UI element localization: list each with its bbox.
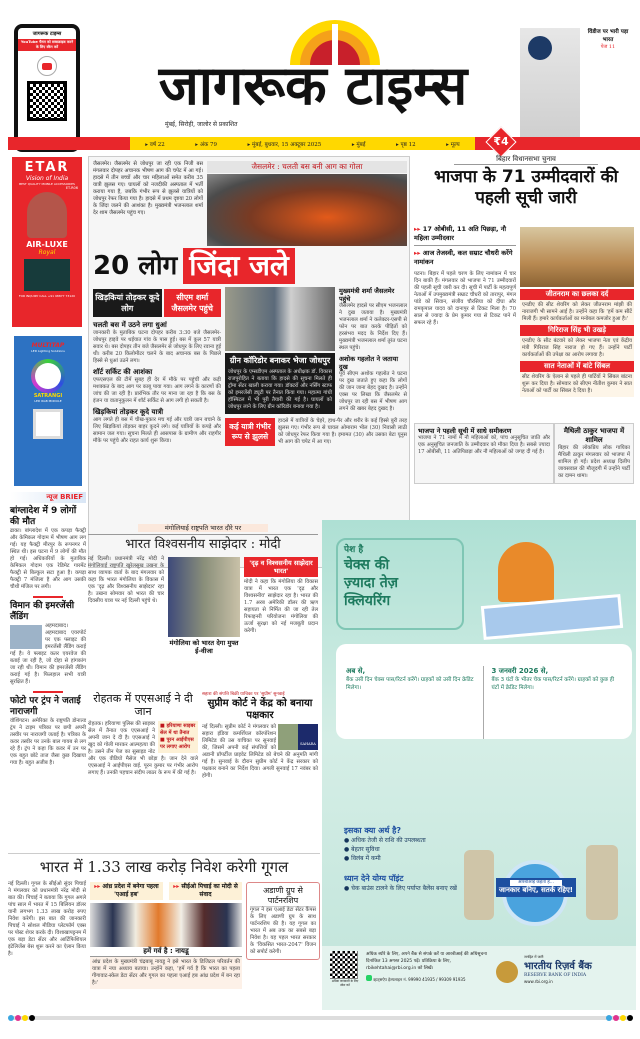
rohtak-body: रोहतक। हरियाणा पुलिस की साइबर सेल में तैनात एक एएसआई ने अपनी जान दे दी है। एएसआई ने खुद को गोली मारकर आत्महत्या की है। उसने तीन पेज का सुसाइड नोट और एक वीडियो मैसेज भी छोड़ा है। जान देने वाले एएसआई ने आईपीएस वाई. पूरन कुमार पर गंभीर आरोप लगाए हैं। उनकी पहचान संदीप लाठर के रूप में की गई है। bbox=[88, 721, 198, 776]
modi-headline: भारत विश्वसनीय साझेदार : मोदी bbox=[88, 534, 318, 554]
strip-price-label: ▸ मूल्य bbox=[446, 141, 460, 148]
box-body: सीट शेयरिंग के ऐलान से पहले ही पार्टियों ने सिंबल बांटना शुरू कर दिया है। सोमवार को सीएम नीतीश कुमार ने सात नेताओं को पार्टी का सिंबल दे दिया है। bbox=[522, 374, 632, 394]
mascot-right bbox=[586, 845, 618, 920]
modi-caption: मंगोलिया को भारत देगा मुफ्त ई-वीजा bbox=[169, 639, 239, 655]
youtube-icon bbox=[37, 56, 57, 76]
green-title: ग्रीन कॉरिडोर बनाकर भेजा जोधपुर bbox=[229, 356, 331, 365]
box-title: जीतनराम का छलका दर्द bbox=[520, 289, 634, 300]
product-boxes bbox=[24, 259, 70, 291]
info-strip bbox=[8, 137, 640, 150]
multitap-ad[interactable] bbox=[14, 336, 82, 486]
brief-label: न्यूज BRIEF bbox=[10, 492, 86, 503]
rbi-site[interactable]: www.rbi.org.in bbox=[524, 979, 553, 984]
adani-body: गूगल ने इस एआई डेटा सेंटर कैंपस के लिए अडाणी ग्रुप के साथ पार्टनरशिप की है। यह गूगल का भारत में अब तक का सबसे बड़ा निवेश है। यह पहल भारत सरकार के 'विकसित भारत-2047' विजन को सपोर्ट करेगी। bbox=[250, 907, 316, 955]
side-gehlot-body: पूर्व सीएम अशोक गहलोत ने घटना पर दुख जताते हुए कहा कि लोगों की जान जाना बेहद दुखद है। उन्होंने एक्स पर लिखा कि जैसलमेर से जोधपुर जा रही बस में भीषण आग लगने की खबर बेहद दुखद है। bbox=[339, 371, 407, 412]
plane-photo bbox=[10, 625, 42, 649]
hospital-photo bbox=[225, 287, 335, 351]
box-body: एनडीए की सीट शेयरिंग को लेकर जीतनराम मांझी की नाराजगी भी सामने आई है। उन्होंने कहा कि 'हमें कम सीटें मिली हैं। हमारे कार्यकर्ताओं का मनोबल कमजोर हुआ है।' bbox=[522, 302, 632, 322]
sc-story bbox=[202, 692, 318, 850]
ad-title-line: ज़्यादा तेज़ bbox=[344, 575, 399, 591]
modi-photo bbox=[168, 557, 240, 637]
rbi-issued: जनहित में जारी bbox=[524, 955, 544, 959]
bihar-bullet: ▸▸ आज तेजस्वी, कल सम्राट चौधरी करेंगे नामांकन bbox=[414, 249, 513, 266]
brief-body: वॉशिंगटन। अमेरिका के राष्ट्रपति डोनाल्ड ट्रंप ने टाइम पत्रिका पर छपी अपनी तस्वीर पर नाराजगी जताई है। पत्रिका के कवर तस्वीर पर उनके बाल गायब से लग रहे हैं। ट्रंप ने कहा कि कवर में उन पर एक बहुत छोटे ताज जैसा कुछ दिखाया गया है। बहुत अजीब है। bbox=[10, 718, 86, 766]
maithili-title: मैथिली ठाकुर भाजपा में शामिल bbox=[563, 427, 625, 444]
right-heading: 3 जनवरी 2026 से, bbox=[491, 667, 549, 675]
sc-body: नई दिल्ली। सुप्रीम कोर्ट ने मंगलवार को सहारा इंडिया कमर्शियल कॉरपोरेशन लिमिटेड की उस याचिका पर सुनवाई की, जिसमें अपनी कई संपत्तियों को अडानी प्रॉपर्टीज प्राइवेट लिमिटेड को बेचने की अनुमति मांगी गई है। सुनवाई के दौरान सुप्रीम कोर्ट ने केंद्र सरकार को पक्षकार बनाने का निर्देश दिया। अगली सुनवाई 17 नवंबर को होगी। bbox=[202, 724, 318, 779]
brief-title[interactable]: फोटो पर ट्रंप ने जताई नाराजगी bbox=[10, 696, 81, 717]
box-title: गिरिराज सिंह भी उखड़े bbox=[520, 325, 634, 336]
kicker: जैसलमेर : चलती बस बनी आग का गोला bbox=[207, 161, 407, 173]
bihar-bullet: ▸▸ 17 ओबीसी, 11 अति पिछड़ा, नौ महिला उम्मीदवार bbox=[414, 225, 516, 246]
strip-issue: ▸ अंक 79 bbox=[195, 141, 217, 148]
intro-text: जैसलमेर। जैसलमेर से जोधपुर जा रही एक निजी बस मंगलवार दोपहर अचानक भीषण आग की चपेट में आ गई। हादसे में तीन बच्चों और चार महिलाओं समेत करीब 35 यात्री झुलस गए। घायलों को नजदीकी अस्पताल में भर्ती कराया गया है, जबकि गंभीर रूप से झुलसे यात्रियों को जोधपुर रेफर किया गया है। हादसे में प्रथम दृष्टया 20 लोगों के जिंदा जलने की आशंका है। मुख्यमंत्री भजनलाल शर्मा देर शाम जैसलमेर पहुंच गए। bbox=[93, 161, 203, 216]
box-title: सात नेताओं में बांटे सिंबल bbox=[520, 361, 634, 372]
headline-black: 20 लोग bbox=[93, 251, 178, 281]
headline-red: जिंदा जले bbox=[183, 248, 295, 284]
box-body: एनडीए के सीट बंटवारे को लेकर भाजपा नेता एवं केंद्रीय मंत्री गिरिराज सिंह नाराज हो गए हैं। उन्होंने पार्टी कार्यकर्ताओं की उपेक्षा का आरोप लगाया है। bbox=[522, 338, 632, 358]
registration-bar bbox=[10, 1016, 630, 1020]
green-corridor-box bbox=[225, 353, 335, 414]
phone-ad-text: YouTube चैनल को सब्सक्राइब करने के लिए स्कैन करें bbox=[18, 39, 76, 51]
color-dots bbox=[8, 1015, 35, 1021]
adani-title: अडाणी ग्रुप से पार्टनरशिप bbox=[250, 886, 316, 907]
rohtak-bullet: ■ हरियाणा साइबर सेल में था तैनात bbox=[160, 723, 196, 736]
serious-box: कई यात्री गंभीर रूप से झुलसे bbox=[225, 418, 275, 446]
bjp-meeting-photo bbox=[520, 227, 634, 287]
multitap-brand: MULTITAP bbox=[31, 342, 65, 349]
meaning-item: ● विलंब में कमी bbox=[344, 855, 381, 862]
brief-title[interactable]: बांग्लादेश में 9 लोगों की मौत bbox=[10, 506, 77, 527]
modi-kicker: मंगोलियाई राष्ट्रपति भारत दौरे पर bbox=[138, 524, 268, 532]
strip-city: ▸ मुंबई bbox=[351, 141, 366, 148]
strip-pages: ▸ पृष्ठ 12 bbox=[396, 141, 416, 148]
teaser-title: विंडीज पर भारी पड़ा भारत bbox=[587, 29, 629, 43]
etar-product: AIR-LUXE bbox=[26, 240, 68, 249]
rbi-name-en: RESERVE BANK OF INDIA bbox=[524, 973, 587, 978]
body-windows: आग लगते ही बस में चीख-पुकार मच गई और यात्री जान बचाने के लिए खिड़कियां तोड़कर बाहर कूदने लगे। कई यात्रियों के कपड़े और सामान जल गया। सूचना मिलते ही आसपास के ग्रामीण और राहगीर मौके पर पहुंचे और राहत कार्य शुरू किया। bbox=[93, 417, 221, 444]
google-caption: हमें गर्व है : नायडू bbox=[90, 947, 242, 957]
adani-box bbox=[246, 882, 320, 960]
rbi-ad[interactable] bbox=[322, 520, 636, 1010]
rohtak-bullet: ■ पूरन आईपीएस पर लगाए आरोप bbox=[160, 737, 194, 750]
strip-year: ▸ वर्ष 22 bbox=[145, 141, 165, 148]
headline-row bbox=[93, 248, 407, 284]
color-dots bbox=[606, 1015, 633, 1021]
equation-box bbox=[414, 423, 554, 484]
bihar-headline: भाजपा के 71 उम्मीदवारों की पहली सूची जारी bbox=[433, 167, 619, 208]
ad-pesh: पेश है bbox=[344, 545, 364, 555]
note-heading: ध्यान देने योग्य पॉइंट bbox=[344, 874, 404, 883]
left-body: बैंक उसी दिन चेक्स पास/रिटर्न करेंगे। ग्राहकों को उसी दिन क्रेडिट मिलेगा। bbox=[346, 677, 474, 691]
meaning-item: ● अधिक तेजी से राशि की उपलब्धता bbox=[344, 837, 426, 844]
equation-body: भाजपा ने 71 नामों में नौ महिलाओं को, पांच अनुसूचित जाति और एक अनुसूचित जनजाति के उम्मीदवार को मौका दिया है। सबसे ज्यादा 17 ओबीसी, 11 अतिपिछड़ा और नौ महिलाओं को जगह दी गई है। bbox=[418, 435, 550, 455]
etar-sub: BEST QUALITY MOBILE ACCESSORIES bbox=[19, 182, 75, 186]
modi-red-box: 'दृढ़ व विश्वसनीय साझेदार भारत' bbox=[244, 557, 318, 577]
box-cm: सीएम शर्मा जैसलमेर पहुंचे bbox=[164, 289, 221, 317]
right-body: बैंक 3 घंटों के भीतर चेक पास/रिटर्न करेंगे। ग्राहकों को कुछ ही घंटों में क्रेडिट मिलेगा। bbox=[491, 677, 615, 691]
multitap-sub: LED Lighting Solutions bbox=[31, 349, 65, 353]
multitap-note: LED RGB MODULE bbox=[34, 399, 62, 403]
sub-windows: खिड़कियां तोड़कर कूदे यात्री bbox=[93, 408, 164, 416]
masthead-title: जागरूक टाइम्स bbox=[158, 54, 468, 117]
google-headline: भारत में 1.33 लाख करोड़ निवेश करेगी गूगल bbox=[8, 853, 320, 880]
rbi-name-hi: भारतीय रिज़र्व बैंक bbox=[524, 961, 592, 972]
badge-text: जानकार बनिए, सतर्क रहिए! bbox=[498, 886, 574, 894]
sahara-logo: SAHARA bbox=[298, 724, 318, 750]
rohtak-story bbox=[88, 692, 198, 850]
sc-photos bbox=[278, 724, 318, 750]
price-text: ₹4 bbox=[493, 135, 509, 148]
side-cm-title: मुख्यमंत्री शर्मा जैसलमेर पहुंचे bbox=[339, 287, 395, 303]
green-body: जोधपुर के एम्सडीएम अस्पताल के अधीक्षक डॉ. विकास राजपुरोहित ने बताया कि हादसे की सूचना मिलते ही ट्रॉमा सेंटर खाली कराया गया। डॉक्टरों और नर्सिंग स्टाफ को इमरजेंसी ड्यूटी पर तैनात किया गया। महात्मा गांधी हॉस्पिटल में भी पूरी तैयारी की गई है। घायलों को जोधपुर लाने के लिए ग्रीन कॉरिडोर बनाया गया है। bbox=[228, 369, 332, 410]
google-story bbox=[8, 853, 320, 1011]
bihar-kicker: बिहार विधानसभा चुनाव bbox=[454, 155, 598, 165]
bihar-body: पटना। बिहार में पहले चरण के लिए नामांकन में चार दिन बाकी हैं। मंगलवार को भाजपा ने 71 उम्मीदवारों की पहली सूची जारी कर दी। सूची में पार्टी के महत्वपूर्ण नेताओं में उपमुख्यमंत्री सम्राट चौधरी को तारापुर, मंगल पांडे को सिवान, संजीव चौरसिया को दीघा और रामकृपाल यादव को दानापुर से टिकट मिला है। 70 साल से ज्यादा के प्रेम कुमार गया से टिकट पाने में सफल रहे हैं। bbox=[414, 271, 516, 326]
etar-ad[interactable] bbox=[12, 157, 82, 327]
sub-smoke: चलती बस में उठने लगा धुआं bbox=[93, 321, 167, 329]
side-gehlot-title: अशोक गहलोत ने जताया दुख bbox=[339, 355, 399, 371]
sports-teaser[interactable] bbox=[582, 28, 634, 50]
right-area bbox=[225, 287, 407, 446]
strip-date: ▸ मुंबई, बुधवार, 15 अक्टूबर 2025 bbox=[247, 141, 322, 148]
news-brief bbox=[10, 492, 86, 767]
equation-title: भाजपा ने पहली सूची में साधे समीकरण bbox=[418, 427, 512, 435]
qr-note: अधिक जानकारी के लिए स्कैन करें bbox=[331, 979, 359, 987]
teaser-page: पेज 11 bbox=[600, 44, 616, 50]
published-from: मुंबई, सिरोही, जालोर से प्रकाशित bbox=[165, 121, 238, 128]
cricketer-photo bbox=[520, 28, 580, 137]
whatsapp-icon bbox=[366, 975, 372, 981]
rbi-qr[interactable] bbox=[330, 951, 358, 979]
etar-model: ET-R06 bbox=[65, 186, 78, 190]
google-body: नई दिल्ली। गूगल के सीईओ सुंदर पिचाई ने मंगलवार को प्रधानमंत्री नरेंद्र मोदी से बात की। पिचाई ने बताया कि गूगल अगले पांच साल में भारत में 15 बिलियन डॉलर यानी लगभग 1.33 लाख करोड़ रुपए निवेश करेगी। इस बात की जानकारी पिचाई ने सोशल मीडिया प्लेटफॉर्म एक्स पर पोस्ट शेयर करके दी। विशाखापट्टनम में एक बड़ा डेटा सेंटर और आर्टिफिशियल इंटेलिजेंस बेस शुरू करने का ऐलान किया है। bbox=[8, 881, 86, 957]
rgb-light bbox=[31, 359, 65, 393]
google-event-photo bbox=[90, 903, 242, 947]
google-tag: ▸▸ सीईओ पिचाई का मोदी से संवाद bbox=[169, 882, 242, 900]
modi-side-body: मोदी ने कहा कि मंगोलिया की विकास यात्रा में भारत एक 'दृढ़ और विश्वसनीय' साझेदार रहा है। भारत की 1.7 अरब अमेरिकी डॉलर की ऋण सहायता से निर्मित की जा रही तेल रिफाइनरी परियोजना मंगोलिया की ऊर्जा सुरक्षा को नई मजबूती प्रदान करेगी। bbox=[244, 579, 318, 634]
model-photo bbox=[27, 192, 67, 238]
ad-title-line: क्लियरिंग bbox=[344, 593, 391, 609]
burning-bus-photo bbox=[207, 174, 407, 246]
square-panel bbox=[33, 409, 63, 439]
maithili-box bbox=[554, 423, 634, 484]
maithili-body: बिहार की लोकप्रिय लोक गायिका मैथिली ठाकुर मंगलवार को भाजपा में शामिल हो गईं। प्रदेश अध्यक्ष दिलीप जायसवाल की मौजूदगी में उन्होंने पार्टी का दामन थामा। bbox=[558, 445, 630, 479]
phone-ad-brand: जागरूक टाइम्स bbox=[32, 31, 62, 37]
etar-brand: ETAR bbox=[24, 160, 70, 175]
google-caption-body: आंध्र प्रदेश के मुख्यमंत्री चंद्रबाबू नायडू ने इसे भारत के डिजिटल परिवर्तन की यात्रा में नया अध्याय बताया। उन्होंने कहा, 'हमें गर्व है कि भारत का पहला गीगावाट-स्केल डेटा सेंटर और गूगल का पहला एआई हब आंध्र प्रदेश में बन रहा है।' bbox=[90, 957, 242, 989]
modi-body: नई दिल्ली। प्रधानमंत्री नरेंद्र मोदी ने मंगोलियाई राष्ट्रपति खुरेलसुख उखना के साथ व्यापक वार्ता के बाद मंगलवार को कहा कि भारत मंगोलिया के विकास में एक 'दृढ़ और विश्वसनीय साझेदार' रहा है। उखना सोमवार को भारत की चार दिवसीय यात्रा पर नई दिल्ली पहुंचे थे। bbox=[88, 556, 164, 604]
etar-inquiry: FOR INQUIRY CALL +91 98877 73120 bbox=[18, 294, 76, 298]
bihar-story bbox=[414, 155, 638, 515]
side-cm-body: जैसलमेर हादसे पर सीएम भजनलाल ने दुख जताया है। मुख्यमंत्री भजनलाल शर्मा ने कलेक्टर-एसपी से फोन पर बात करके पीड़ितों को हरसंभव मदद के निर्देश दिए हैं। मुख्यमंत्री भजनलाल शर्मा तुरंत घटना स्थल पहुंचे। bbox=[339, 303, 407, 351]
brief-body: अहमदाबाद। अहमदाबाद एयरपोर्ट पर एक फ्लाइट की इमरजेंसी लैंडिंग कराई गई है। ये फ्लाइट कतर एयरवेज की बताई जा रही है, जो दोहा से हांगकांग जा रही थी। विमान की इमरजेंसी लैंडिंग कराई गई है। फिलहाल सभी यात्री सुरक्षित हैं। bbox=[10, 623, 86, 685]
brief-title[interactable]: विमान की इमरजेंसी लैंडिंग bbox=[10, 601, 75, 622]
rbi-helpline: व्हाट्सऐप हेल्पलाइन नं. 99990 41935 / 99309 91935 bbox=[366, 975, 490, 983]
meaning-heading: इसका क्या अर्थ है? bbox=[344, 826, 402, 835]
multitap-product: SATRANGI bbox=[33, 393, 63, 399]
sub-short-circuit: शॉर्ट सर्किट की आशंका bbox=[93, 368, 153, 376]
box-windows: खिड़कियां तोड़कर कूदे लोग bbox=[93, 289, 162, 317]
modi-story bbox=[88, 524, 318, 688]
left-heading: अब से, bbox=[346, 667, 366, 675]
actor-photo bbox=[498, 542, 554, 602]
rbi-footer: अधिक ब्योरे के लिए, अपने बैंक से संपर्क करें या आरबीआई की अधिसूचना दिनांकित 13 अगस्त 2025 पढ़ें। प्रतिक्रिया के लिए, rbikehtahai@rbi.org.in को लिखें। bbox=[366, 952, 487, 971]
badge-small: आरबीआई कहता है... bbox=[510, 880, 562, 886]
sc-kicker: सहारा की संपत्ति बिक्री याचिका पर 'सुप्रीम' सुनवाई bbox=[202, 692, 285, 697]
jaisalmer-story bbox=[88, 156, 410, 568]
body-smoke: जानकारी के मुताबिक घटना दोपहर करीब 3:30 बजे जैसलमेर-जोधपुर हाइवे पर थईयात गांव के पास हुई। बस में कुल 57 यात्री सवार थे। बस दोपहर तीन बजे जैसलमेर से जोधपुर के लिए रवाना हुई थी। करीब 20 किलोमीटर चलने के बाद अचानक बस के पिछले हिस्से से धुआं उठने लगा। bbox=[93, 330, 221, 364]
google-tag: ▸▸ आंध्र प्रदेश में बनेगा पहला 'एआई हब' bbox=[90, 882, 163, 900]
left-column bbox=[93, 289, 221, 445]
youtube-ad[interactable] bbox=[14, 24, 80, 152]
etar-tagline: Vision of India bbox=[25, 175, 69, 182]
meaning-item: ● बेहतर सुविधा bbox=[344, 846, 380, 853]
note-item: ● चेक बाउंस टालने के लिए पर्याप्त बैलेंस बनाए रखें bbox=[344, 885, 457, 892]
brief-body: ढाका। बांग्लादेश में एक कपड़ा फैक्ट्री और केमिकल गोदाम में भीषण आग लग गई। यह फैक्ट्री मीरपुर के रूपनगर में स्थित थी। इस घटना में 9 लोगों की मौत हो गई। अधिकारियों के मुताबिक केमिकल गोदाम एक रेडिमेट गारमेंट फैक्ट्री से बिल्कुल सटा हुआ है। कपड़ा फैक्ट्री 7 मंजिला है और आग उसकी चौथी मंजिल पर लगी। bbox=[10, 528, 86, 590]
qr-code bbox=[27, 81, 67, 121]
etar-line: Royal bbox=[38, 249, 56, 256]
sc-headline: सुप्रीम कोर्ट ने केंद्र को बनाया पक्षकार bbox=[207, 698, 313, 721]
body-short-circuit: एफएसएल की टीमें सुबह ही देर में मौके पर पहुंचीं और कड़ी मशक्कत के बाद आग पर काबू पाया गया। आग लगने के कारणों की जांच की जा रही है। प्रारंभिक तौर पर माना जा रहा है कि बस के इंजन या वातानुकूलन में शॉर्ट सर्किट से आग लगी हो सकती है। bbox=[93, 377, 221, 404]
ad-title-line: चेक्स की bbox=[344, 557, 390, 573]
serious-body: हादसे में यात्रियों के चेहरे, हाथ-पैर और शरीर के कई हिस्से बुरी तरह झुलस गए। गंभीर रूप से घायल ओमाराम भील (30) निवासी लाठी को जोधपुर रेफर किया गया है। इमामत (30) और उसका बेटा यूनुस भी आग की चपेट में आ गए। bbox=[278, 418, 407, 445]
rohtak-headline: रोहतक में एएसआई ने दी जान bbox=[93, 692, 193, 718]
mascot-left bbox=[464, 850, 494, 920]
rbi-emblem bbox=[496, 961, 518, 983]
